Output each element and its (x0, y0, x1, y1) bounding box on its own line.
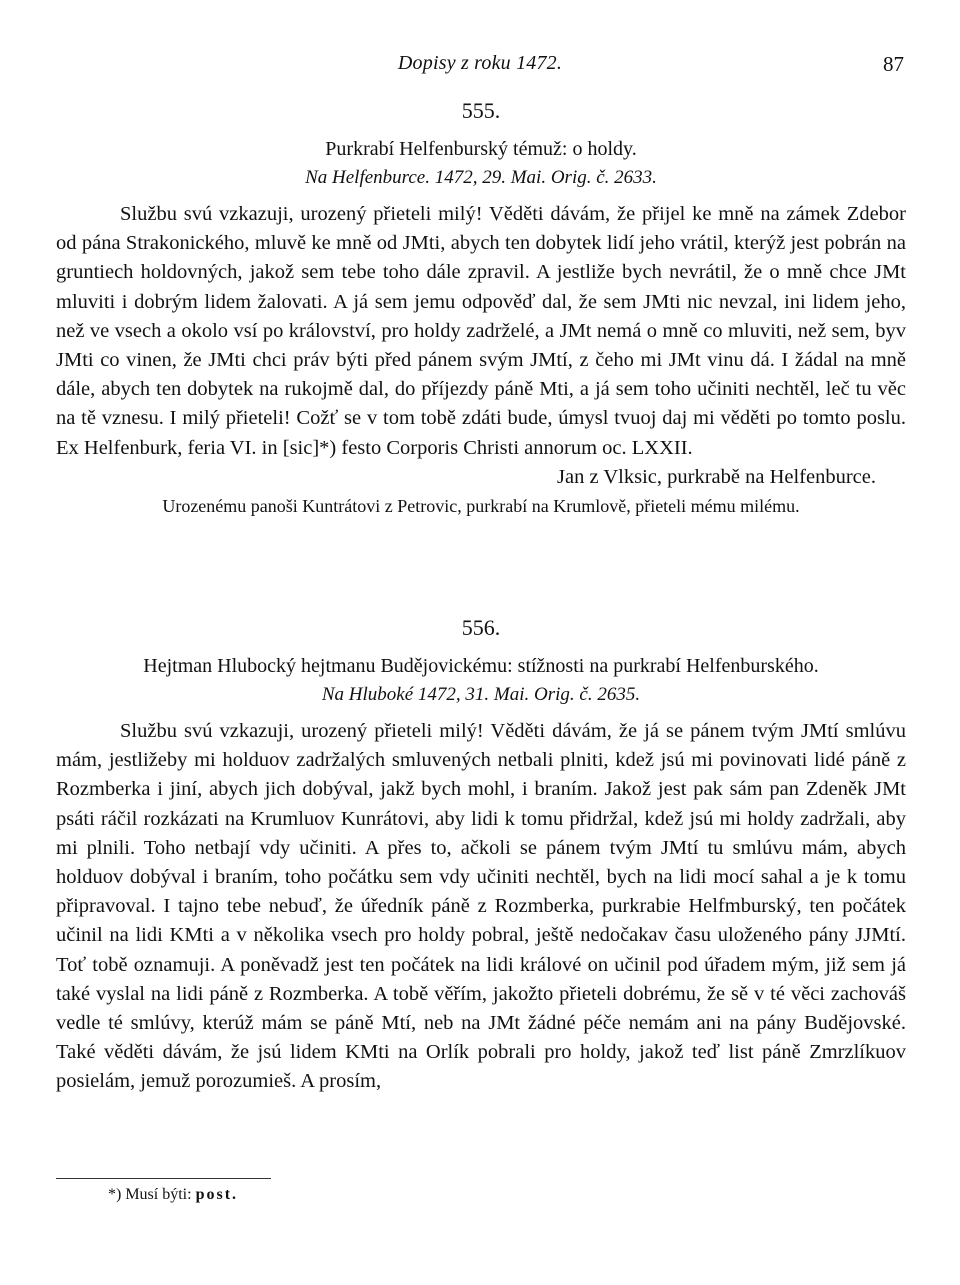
footnote (108, 1186, 238, 1204)
letter-heading: Purkrabí Helfenburský témuž: o holdy. (325, 138, 637, 160)
footnote-term: post. (195, 1186, 239, 1203)
footnote-divider (56, 1178, 271, 1179)
footnote-marker: *) Musí býti: (108, 1186, 192, 1203)
letter-number: 556. (461, 615, 501, 640)
page-header (56, 52, 904, 88)
letter-555 (56, 98, 906, 520)
running-title: Dopisy z roku 1472. (397, 52, 563, 74)
letter-source: Na Helfenburce. 1472, 29. Mai. Orig. č. 2633. (305, 167, 657, 188)
letter-signature: Jan z Vlksic, purkrabě na Helfenburce. (557, 465, 876, 488)
letter-source: Na Hluboké 1472, 31. Mai. Orig. č. 2635. (321, 684, 641, 705)
letter-address: Urozenému panoši Kuntrátovi z Petrovic, purkrabí na Krumlově, přieteli mému milému. (162, 495, 800, 516)
letter-body: Službu svú vzkazuji, urozený přieteli milý! Věděti dávám, že já se pánem tvým JMtí smlúvu mám, jestližeby mi holduov zadržalých smluvených netbali plniti, kdež jsú mi povinovati lidé páně z Rozmberka i jiní, abych jich dobýval, jakž bych mohl, i braním. Jakož jest pak sám pan Zdeněk JMt psáti ráčil rozkázati na Krumluov Kunrátovi, aby lidi k tomu přidržal, kdež jsú mi holdy zadržali, aby mi plnili. Toho netbají vdy učiniti. A přes to, ačkoli se pánem tvým JMtí tu smlúvu mám, abych holduov dobýval i braním, toho počátku sem vdy učiniti nechtěl, bych na lidi mocí sahal a je k tomu připravoval. I tajno tebe nebuď, že úředník páně z Rozmberka, purkrabie Helfmburský, ten počátek učinil na lidi KMti a v několika vsech pro holdy pobral, ještě nedočakav času uloženého pány JJMtí. Toť tobě oznamuji. A poněvadž jest ten počátek na lidi králové on učinil pod úřadem mým, již sem já také vyslal na lidi páně z Rozmberka. A tobě věřím, jakožto přieteli dobrému, že sě v té věci zachováš vedle té smlúvy, kterúž mám se páně Mtí, neb na JMt žádné péče nemám ani na pány Budějovské. Také věděti dávám, že jsú lidem KMti na Orlík pobrali pro holdy, jakož teď list páně Zmrzlíkuov posielám, jemuž porozumieš. A prosím, (56, 720, 906, 1093)
letter-556 (56, 615, 906, 1097)
letter-body: Službu svú vzkazuji, urozený přieteli milý! Věděti dávám, že přijel ke mně na zámek Zdebor od pána Strakonického, mluvě ke mně od JMti, abych ten dobytek lidí jeho vrátil, kterýž jest pobrán na gruntiech holdovných, jakož sem tebe toho dále zpravil. A jestliže bych nevrátil, že o mně chce JMt mluviti i dobrým lidem žalovati. A já sem jemu odpověď dal, že sem JMti nic nevzal, ini lidem jeho, než ve vsech a okolo vsí po království, pro holdy zadrželé, a JMt nemá o mně co mluviti, než sem, byv JMti co vinen, že JMti chci práv býti před pánem svým JMtí, z čeho mi JMt vinu dá. I žádal na mně dále, abych ten dobytek na rukojmě dal, do příjezdy páně Mti, a já sem toho učiniti nechtěl, leč tu věc na tě vznesu. I milý přieteli! Cožť se v tom tobě zdáti bude, úmysl tvuoj daj mi věděti po tomto poslu. Ex Helfenburk, feria VI. in [sic]*) festo Corporis Christi annorum oc. LXXII. (56, 203, 906, 459)
page-number: 87 (883, 52, 904, 76)
letter-number: 555. (461, 98, 501, 123)
letter-heading: Hejtman Hlubocký hejtmanu Budějovickému: stížnosti na purkrabí Helfenburského. (143, 655, 819, 677)
